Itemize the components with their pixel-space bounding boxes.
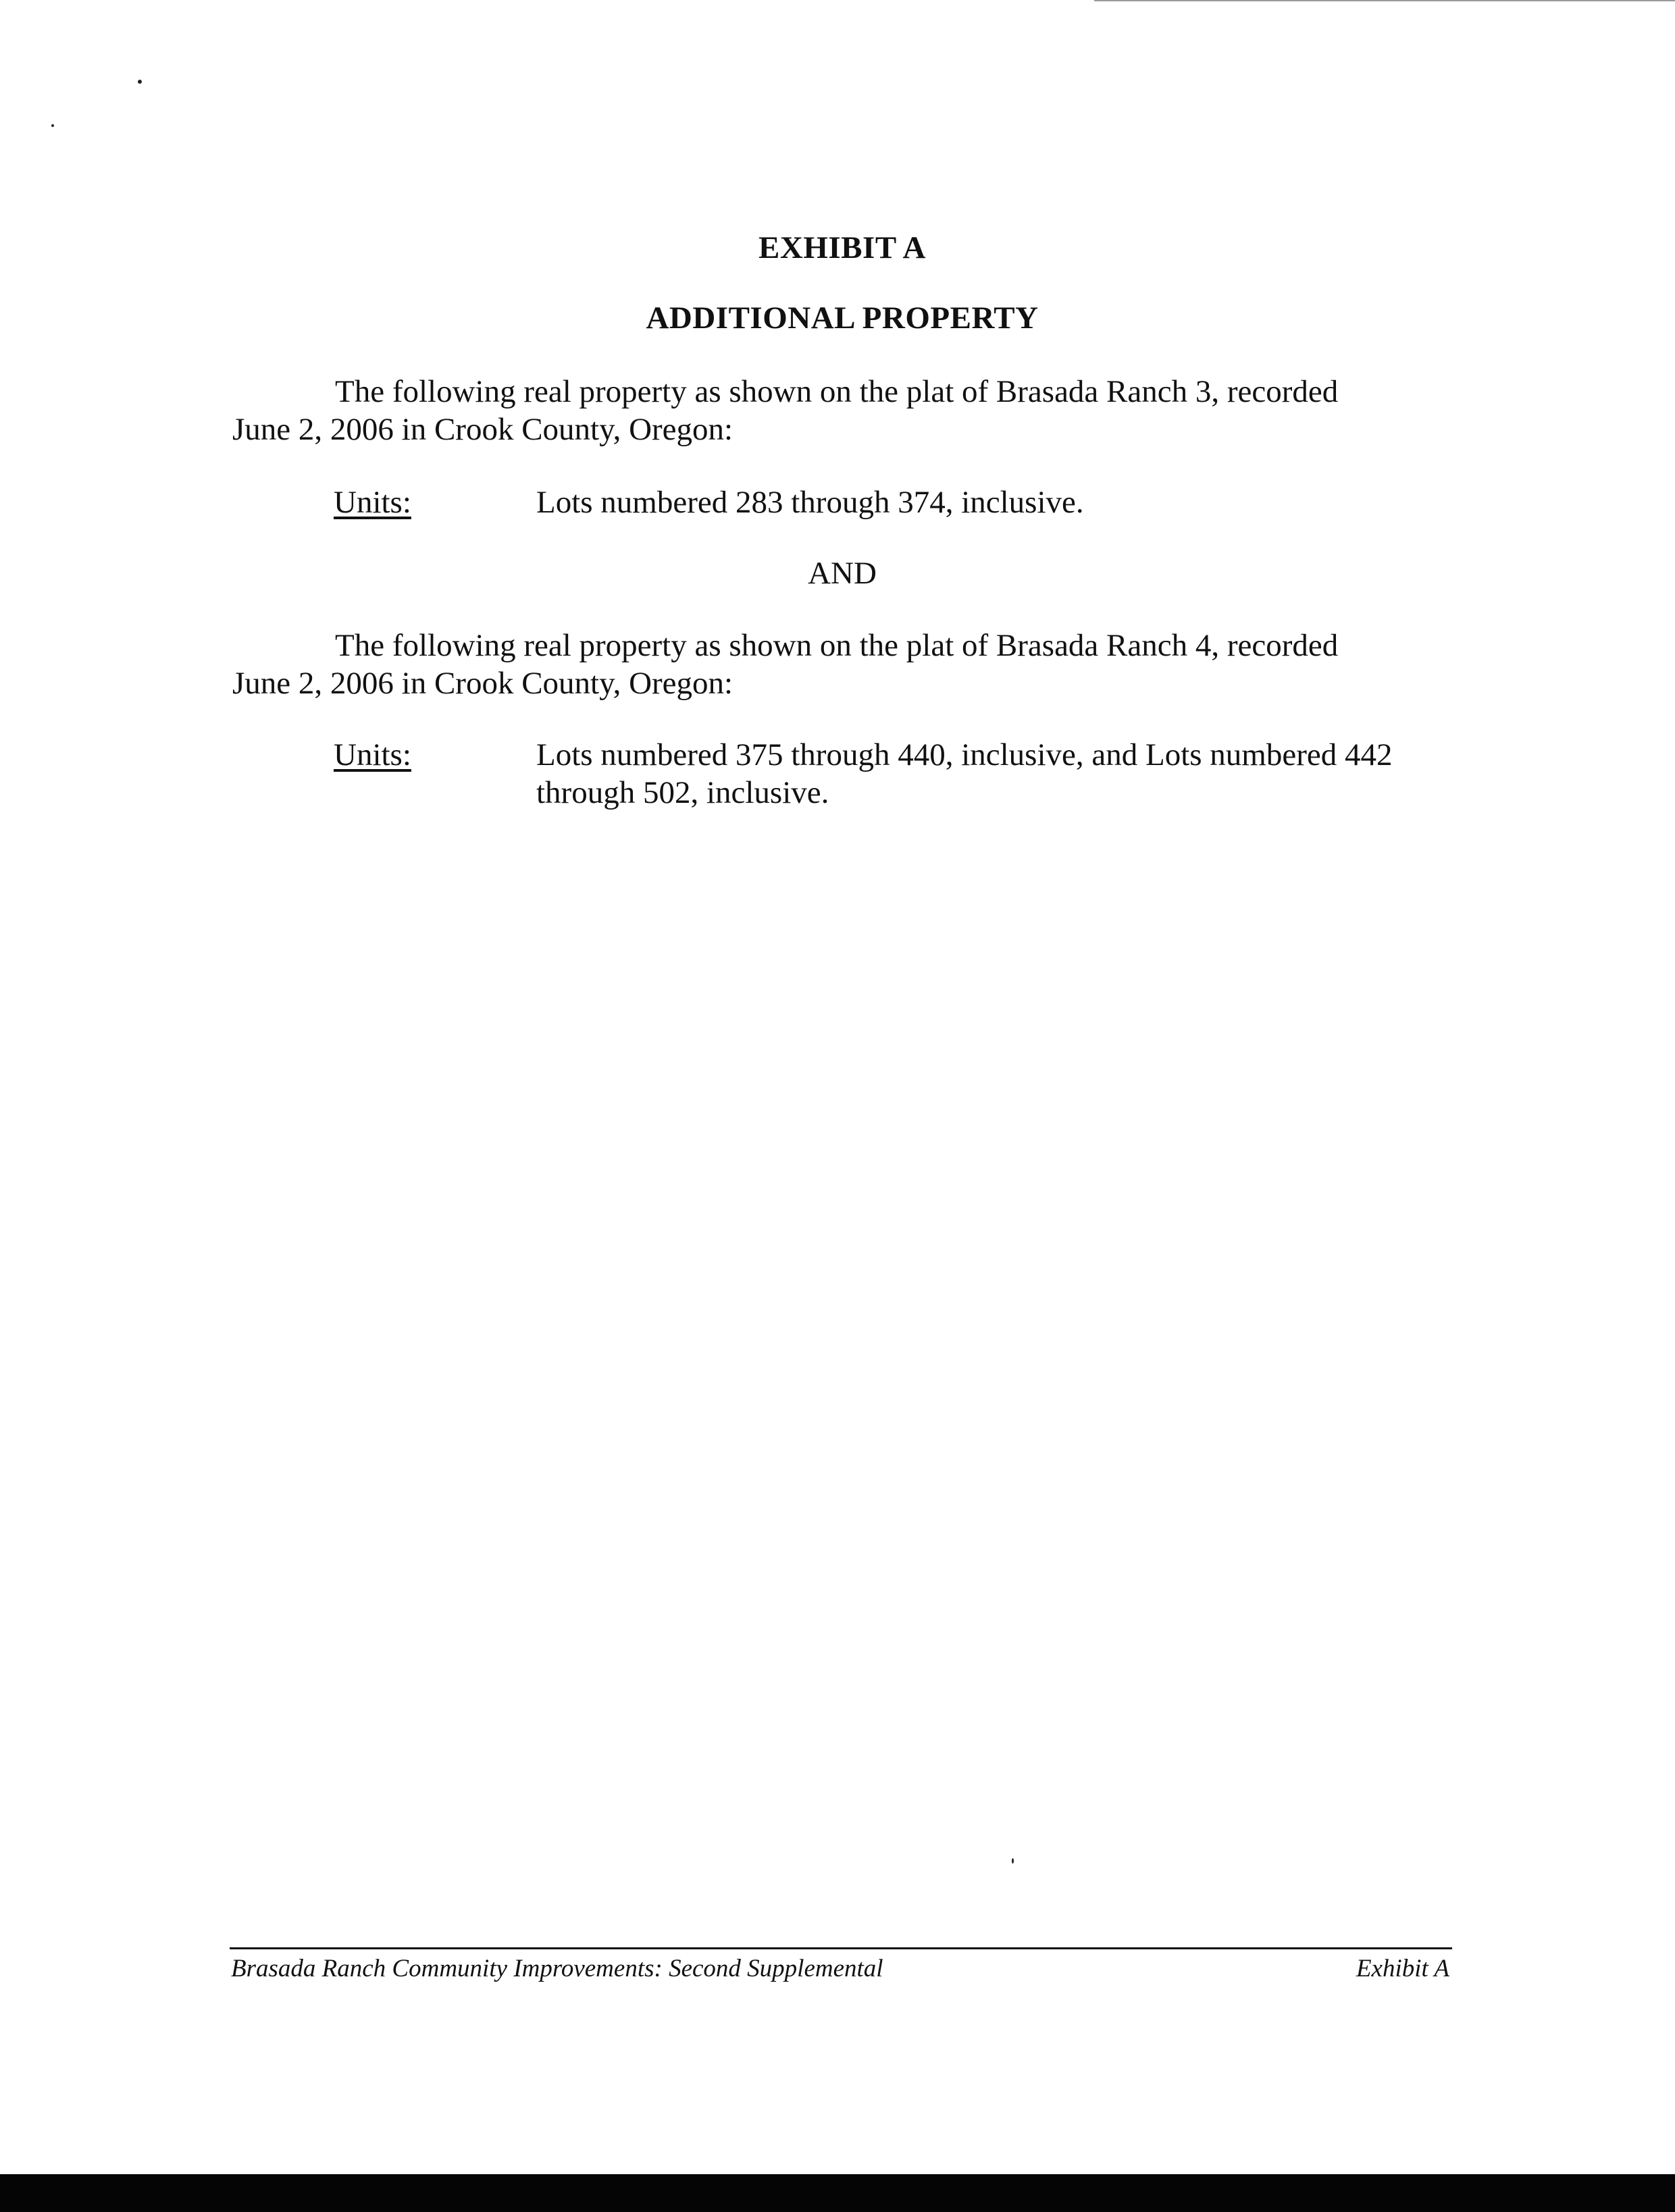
units-description: Lots numbered 375 through 440, inclusive, and Lots numbered 442 through 502, inclusive. — [536, 737, 1393, 810]
exhibit-title: EXHIBIT A — [758, 230, 926, 265]
property-paragraph-ranch-4 — [232, 627, 1448, 702]
footer-divider — [230, 1947, 1452, 1949]
property-paragraph-ranch-3 — [232, 373, 1448, 448]
units-label: Units: — [334, 485, 411, 520]
paragraph-line: June 2, 2006 in Crook County, Oregon: — [232, 412, 733, 447]
units-description: Lots numbered 283 through 374, inclusive. — [536, 485, 1084, 520]
section-title: ADDITIONAL PROPERTY — [646, 300, 1039, 336]
scan-bottom-border — [0, 2174, 1675, 2212]
paragraph-line: The following real property as shown on the plat of Brasada Ranch 4, recorded — [335, 628, 1339, 663]
paragraph-line: June 2, 2006 in Crook County, Oregon: — [232, 666, 733, 701]
units-label: Units: — [334, 737, 411, 772]
footer-document-title: Brasada Ranch Community Improvements: Second Supplemental — [231, 1955, 883, 1982]
paragraph-line: The following real property as shown on the plat of Brasada Ranch 3, recorded — [335, 374, 1339, 409]
footer-exhibit-label: Exhibit A — [1356, 1955, 1449, 1982]
and-separator: AND — [808, 556, 877, 591]
